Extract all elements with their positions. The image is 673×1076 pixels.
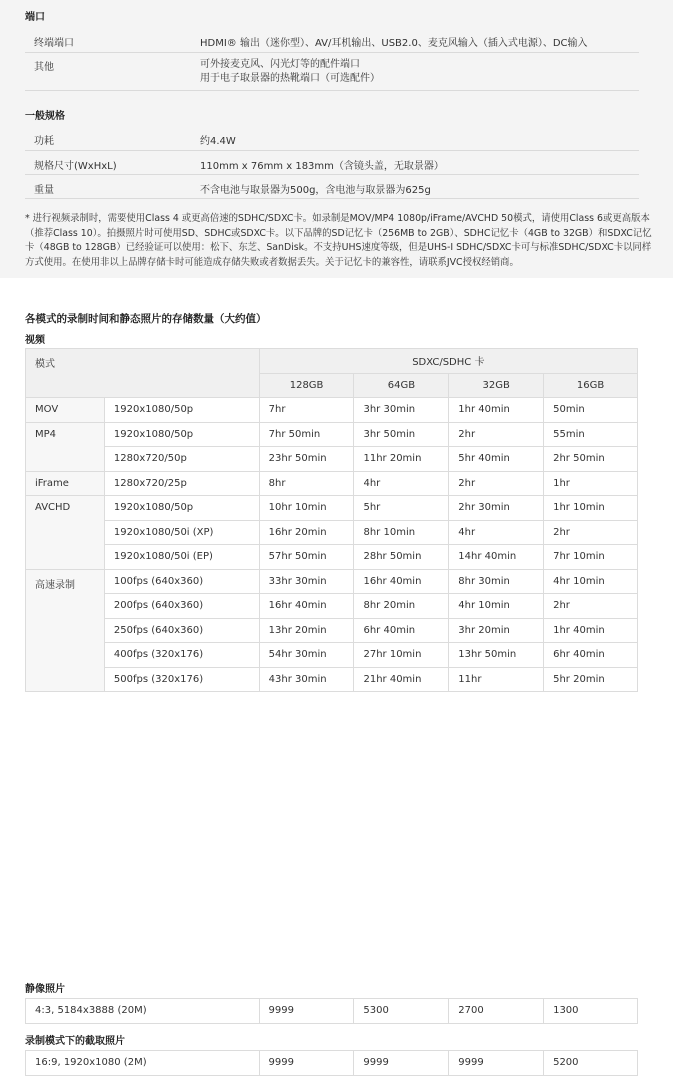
resolution-cell: 16:9, 1920x1080 (2M) (26, 1051, 260, 1076)
value-cell: 7hr 50min (259, 422, 354, 447)
value-cell: 9999 (354, 1051, 449, 1076)
capacity-header: 128GB (259, 373, 354, 398)
value-cell: 3hr 20min (449, 618, 544, 643)
card-header: SDXC/SDHC 卡 (259, 349, 637, 374)
table-row (25, 126, 639, 150)
spec-value: 不含电池与取景器为500g，含电池与取景器为625g (191, 174, 639, 198)
capacity-header: 16GB (544, 373, 638, 398)
table-row (26, 667, 638, 692)
value-cell: 2hr (544, 520, 638, 545)
value-cell: 43hr 30min (259, 667, 354, 692)
resolution-cell: 250fps (640x360) (104, 618, 259, 643)
value-cell: 4hr 10min (449, 594, 544, 619)
value-cell: 7hr 10min (544, 545, 638, 570)
table-row (26, 496, 638, 521)
value-cell: 9999 (449, 1051, 544, 1076)
spec-label: 功耗 (25, 126, 191, 150)
value-cell: 11hr (449, 667, 544, 692)
value-cell: 28hr 50min (354, 545, 449, 570)
resolution-cell: 400fps (320x176) (104, 643, 259, 668)
mode-cell: MP4 (26, 422, 105, 471)
spec-panel (0, 0, 673, 278)
resolution-cell: 1920x1080/50i (XP) (104, 520, 259, 545)
value-cell: 1hr 10min (544, 496, 638, 521)
spec-value: 约4.4W (191, 126, 639, 150)
value-cell: 2hr 50min (544, 447, 638, 472)
value-cell: 4hr (354, 471, 449, 496)
spec-label: 重量 (25, 174, 191, 198)
table-row (25, 28, 639, 52)
still-label: 静像照片 (25, 984, 65, 995)
capacity-header: 32GB (449, 373, 544, 398)
value-cell: 27hr 10min (354, 643, 449, 668)
resolution-cell: 1920x1080/50p (104, 496, 259, 521)
value-cell: 55min (544, 422, 638, 447)
table-row (26, 471, 638, 496)
table-row (26, 999, 638, 1024)
recording-title: 各模式的录制时间和静态照片的存储数量（大约值） (25, 313, 267, 325)
value-cell: 5hr 20min (544, 667, 638, 692)
capture-table (25, 1050, 638, 1076)
value-cell: 8hr 20min (354, 594, 449, 619)
value-cell: 21hr 40min (354, 667, 449, 692)
table-row (26, 422, 638, 447)
value-cell: 8hr (259, 471, 354, 496)
value-cell: 10hr 10min (259, 496, 354, 521)
resolution-cell: 1280x720/25p (104, 471, 259, 496)
value-cell: 6hr 40min (354, 618, 449, 643)
value-cell: 16hr 40min (259, 594, 354, 619)
value-cell: 2hr (449, 422, 544, 447)
value-cell: 8hr 30min (449, 569, 544, 594)
general-table (25, 126, 639, 199)
value-cell: 1300 (544, 999, 638, 1024)
resolution-cell: 200fps (640x360) (104, 594, 259, 619)
resolution-cell: 1280x720/50p (104, 447, 259, 472)
mode-cell: AVCHD (26, 496, 105, 570)
table-row (25, 52, 639, 90)
video-label: 视频 (25, 335, 45, 346)
value-cell: 6hr 40min (544, 643, 638, 668)
value-cell: 5hr (354, 496, 449, 521)
value-cell: 2hr (449, 471, 544, 496)
value-cell: 16hr 20min (259, 520, 354, 545)
table-row (26, 594, 638, 619)
value-cell: 57hr 50min (259, 545, 354, 570)
table-row (26, 1051, 638, 1076)
value-cell: 8hr 10min (354, 520, 449, 545)
value-cell: 13hr 20min (259, 618, 354, 643)
table-row (26, 398, 638, 423)
spec-label: 其他 (25, 52, 191, 90)
value-cell: 1hr (544, 471, 638, 496)
compatibility-note: * 进行视频录制时，需要使用Class 4 或更高倍速的SDHC/SDXC卡。如录制是MOV/MP4 1080p/iFrame/AVCHD 50模式，请使用Class 6或更高版本（推荐Class 10）。拍摄照片时可使用SD、SDHC或SDXC卡。以下品牌的SD记忆卡（256MB to 2GB）、SDHC记忆卡（4GB to 32GB）和SDXC记忆卡（48GB to 128GB）已经验证可以使用：松下、东芝、SanDisk。不支持UHS速度等级，但是UHS-I SDHC/SDXC卡可与标准SDHC/SDXC卡以同样方式使用。在使用非以上品牌存储卡时可能造成存储失败或者数据丢失。关于记忆卡的兼容性，请联系JVC授权经销商。 (25, 213, 652, 268)
spec-label: 终端端口 (25, 28, 191, 52)
value-cell: 2hr (544, 594, 638, 619)
mode-cell: MOV (26, 398, 105, 423)
table-row (26, 618, 638, 643)
resolution-cell: 4:3, 5184x3888 (20M) (26, 999, 260, 1024)
table-row (25, 150, 639, 174)
still-table (25, 998, 638, 1024)
value-cell: 16hr 40min (354, 569, 449, 594)
value-cell: 11hr 20min (354, 447, 449, 472)
value-cell: 5hr 40min (449, 447, 544, 472)
ports-table (25, 28, 639, 91)
value-cell: 9999 (259, 1051, 354, 1076)
spec-label: 规格尺寸(WxHxL) (25, 150, 191, 174)
table-header-row (26, 349, 638, 374)
capacity-header: 64GB (354, 373, 449, 398)
capture-label: 录制模式下的截取照片 (25, 1036, 125, 1047)
table-row (26, 545, 638, 570)
mode-header: 模式 (26, 349, 260, 398)
value-cell: 1hr 40min (544, 618, 638, 643)
value-cell: 2hr 30min (449, 496, 544, 521)
value-cell: 50min (544, 398, 638, 423)
spec-value: 110mm x 76mm x 183mm（含镜头盖，无取景器） (191, 150, 639, 174)
value-cell: 1hr 40min (449, 398, 544, 423)
value-cell: 54hr 30min (259, 643, 354, 668)
value-cell: 3hr 50min (354, 422, 449, 447)
mode-cell: iFrame (26, 471, 105, 496)
resolution-cell: 100fps (640x360) (104, 569, 259, 594)
value-cell: 5300 (354, 999, 449, 1024)
resolution-cell: 1920x1080/50i (EP) (104, 545, 259, 570)
value-cell: 23hr 50min (259, 447, 354, 472)
resolution-cell: 1920x1080/50p (104, 398, 259, 423)
general-heading: 一般规格 (25, 111, 65, 122)
table-row (26, 569, 638, 594)
value-cell: 4hr 10min (544, 569, 638, 594)
spec-value: 可外接麦克风、闪光灯等的配件端口 (200, 58, 360, 70)
value-cell: 13hr 50min (449, 643, 544, 668)
spec-value: 用于电子取景器的热靴端口（可选配件） (200, 72, 380, 84)
mode-cell: 高速录制 (26, 569, 105, 692)
table-row (25, 174, 639, 198)
value-cell: 14hr 40min (449, 545, 544, 570)
value-cell: 4hr (449, 520, 544, 545)
value-cell: 9999 (259, 999, 354, 1024)
ports-heading: 端口 (25, 12, 45, 23)
table-row (26, 447, 638, 472)
resolution-cell: 500fps (320x176) (104, 667, 259, 692)
value-cell: 7hr (259, 398, 354, 423)
table-row (26, 643, 638, 668)
value-cell: 2700 (449, 999, 544, 1024)
table-row (26, 520, 638, 545)
value-cell: 3hr 30min (354, 398, 449, 423)
spec-value: HDMI® 输出（迷你型）、AV/耳机输出、USB2.0、麦克风输入（插入式电源）、DC输入 (191, 28, 639, 52)
value-cell: 5200 (544, 1051, 638, 1076)
video-table (25, 348, 638, 692)
resolution-cell: 1920x1080/50p (104, 422, 259, 447)
value-cell: 33hr 30min (259, 569, 354, 594)
